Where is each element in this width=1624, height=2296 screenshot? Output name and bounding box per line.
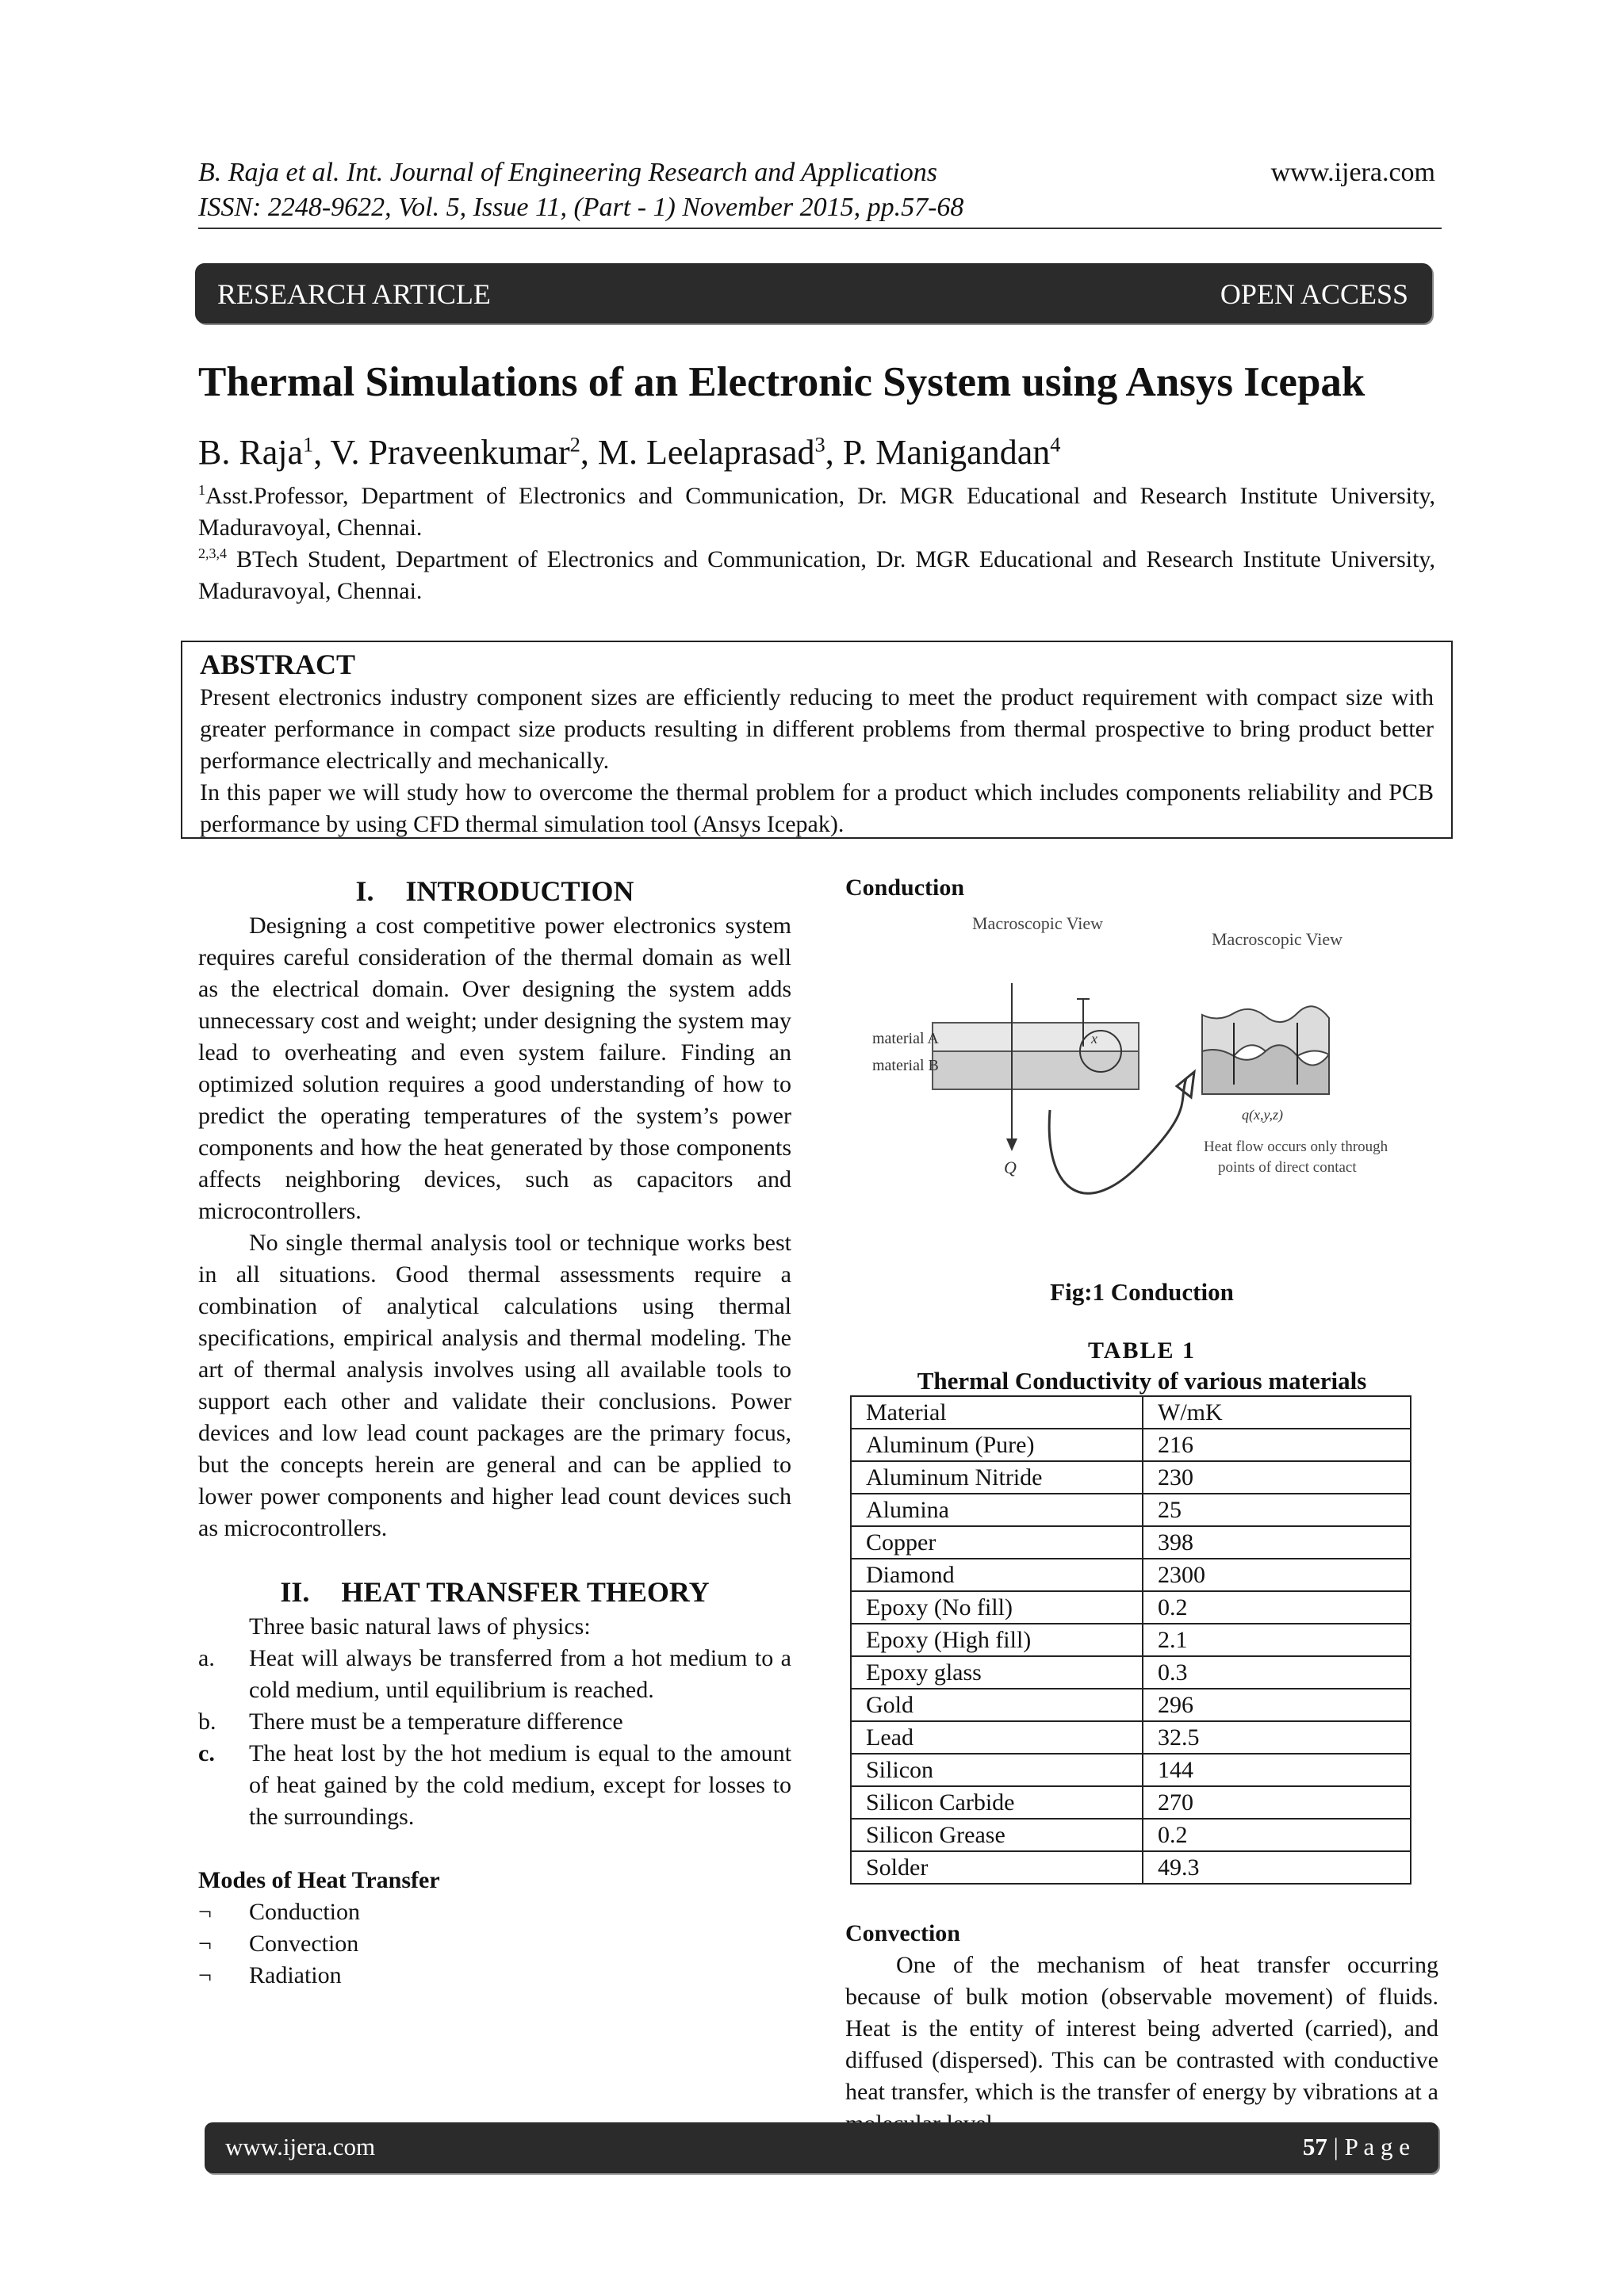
table-row	[851, 1396, 1411, 1429]
table-row	[851, 1851, 1411, 1884]
material-cell: Lead	[851, 1721, 1143, 1754]
running-header	[198, 155, 1435, 225]
q-label: Q	[1004, 1158, 1017, 1177]
table-row	[851, 1559, 1411, 1591]
material-cell: Aluminum (Pure)	[851, 1429, 1143, 1461]
x-label: x	[1091, 1031, 1097, 1047]
table-row	[851, 1624, 1411, 1656]
author-list: B. Raja$^1$, V. Praveenkumar$^2$, M. Leelaprasad$^3$, P. Manigandan$^4$	[198, 432, 1061, 472]
conductivity-cell: 0.2	[1143, 1591, 1411, 1624]
author-affiliation-mark: 2	[569, 432, 580, 457]
list-item: ¬ Radiation	[198, 1962, 342, 1988]
list-item: a. Heat will always be transferred from a hot medium to a cold medium, until equilibrium is reached.	[198, 1645, 791, 1703]
arrow-head	[1006, 1138, 1017, 1151]
affiliation-2: $^{2,3,4}$ BTech Student, Department of Electronics and Communication, Dr. MGR Educational and Research Institute University, Maduravoyal, Chennai.	[198, 545, 1435, 604]
table-row	[851, 1429, 1411, 1461]
material-cell: Silicon	[851, 1754, 1143, 1786]
material-cell: Epoxy glass	[851, 1656, 1143, 1689]
material-b-label: material B	[872, 1057, 939, 1074]
material-cell: Copper	[851, 1526, 1143, 1559]
conductivity-cell: W/mK	[1143, 1396, 1411, 1429]
conductivity-cell: 296	[1143, 1689, 1411, 1721]
paper-title: Thermal Simulations of an Electronic System using Ansys Icepak	[198, 359, 1365, 405]
conductivity-cell: 0.3	[1143, 1656, 1411, 1689]
abstract-paragraph: Present electronics industry component sizes are efficiently reducing to meet the product requirement with compact size with greater performance in compact size products resulting in different problems from thermal prospective to bring product better performance electrically and mechanically.	[200, 684, 1434, 774]
section-heading-heat-transfer: II. HEAT TRANSFER THEORY	[280, 1576, 710, 1608]
conductivity-cell: 49.3	[1143, 1851, 1411, 1884]
research-article-label: RESEARCH ARTICLE	[217, 278, 491, 310]
author-name: M. Leelaprasad	[597, 433, 815, 472]
conductivity-cell: 25	[1143, 1494, 1411, 1526]
material-a-label: material A	[872, 1030, 939, 1047]
table-row	[851, 1786, 1411, 1819]
affiliation-1: $^1$Asst.Professor, Department of Electronics and Communication, Dr. MGR Educational and Research Institute University, Maduravoyal, Chennai.	[198, 482, 1435, 541]
author-name: B. Raja	[198, 433, 303, 472]
abstract-paragraph: In this paper we will study how to overcome the thermal problem for a product which includes components reliability and PCB performance by using CFD thermal simulation tool (Ansys Icepak).	[200, 779, 1434, 837]
convection-heading: Convection	[845, 1920, 960, 1946]
table-title: Thermal Conductivity of various materials	[917, 1367, 1367, 1395]
material-cell: Material	[851, 1396, 1143, 1429]
material-cell: Gold	[851, 1689, 1143, 1721]
table-row	[851, 1526, 1411, 1559]
intro-paragraph: Designing a cost competitive power electronics system requires careful consideration of the thermal domain as well as the electrical domain. Over designing the system adds unnecessary cost and weight; under designing the system may lead to overheating and even system failure. Finding an optimized solution requires a good understanding of how to predict the operating temperatures of the system’s power components and how the heat generated by those components affects neighboring devices, such as capacitors and microcontrollers.	[198, 913, 791, 1224]
author-affiliation-mark: 4	[1050, 432, 1061, 457]
macroscopic-view-label: Macroscopic View	[972, 913, 1104, 933]
conductivity-cell: 32.5	[1143, 1721, 1411, 1754]
table-row	[851, 1494, 1411, 1526]
material-a-layer	[933, 1023, 1139, 1051]
intro-paragraph: No single thermal analysis tool or technique works best in all situations. Good thermal assessments require a combination of analytical calculations using thermal specifications, empirical analysis and thermal modeling. The art of thermal analysis involves using all available tools to support each other and validate their conclusions. Power devices and low lead count packages are the primary focus, but the concepts herein are general and can be applied to lower power components and higher lead count devices such as microcontrollers.	[198, 1230, 791, 1541]
author-affiliation-mark: 1	[302, 432, 314, 457]
material-cell: Silicon Carbide	[851, 1786, 1143, 1819]
author-name: P. Manigandan	[842, 433, 1051, 472]
conductivity-cell: 2.1	[1143, 1624, 1411, 1656]
section-heading-introduction: I. INTRODUCTION	[355, 875, 634, 907]
abstract-heading: ABSTRACT	[200, 649, 356, 680]
journal-website[interactable]: www.ijera.com	[1270, 158, 1435, 187]
conductivity-cell: 270	[1143, 1786, 1411, 1819]
material-cell: Diamond	[851, 1559, 1143, 1591]
header-rule	[198, 228, 1442, 229]
list-item: c. The heat lost by the hot medium is equal to the amount of heat gained by the cold medium, except for losses to the surroundings.	[198, 1740, 791, 1830]
table-row	[851, 1754, 1411, 1786]
contact-note-line1: Heat flow occurs only through	[1204, 1138, 1388, 1155]
article-type-banner	[195, 263, 1432, 323]
conductivity-cell: 0.2	[1143, 1819, 1411, 1851]
thermal-conductivity-table	[850, 1395, 1411, 1885]
conductivity-cell: 144	[1143, 1754, 1411, 1786]
open-access-label: OPEN ACCESS	[1220, 278, 1408, 310]
conduction-diagram	[845, 904, 1438, 1276]
list-item: ¬ Convection	[198, 1931, 359, 1957]
footer-website[interactable]: www.ijera.com	[225, 2133, 376, 2160]
contact-note-line2: points of direct contact	[1218, 1159, 1357, 1176]
material-cell: Silicon Grease	[851, 1819, 1143, 1851]
material-cell: Solder	[851, 1851, 1143, 1884]
page-number: 57 | P a g e	[1302, 2133, 1410, 2160]
material-cell: Aluminum Nitride	[851, 1461, 1143, 1494]
zoom-arrow	[1049, 1078, 1186, 1193]
macroscopic-view-label: Macroscopic View	[1212, 929, 1343, 949]
q-function-label: q(x,y,z)	[1242, 1107, 1283, 1123]
list-item: ¬ Conduction	[198, 1899, 360, 1925]
material-cell: Epoxy (High fill)	[851, 1624, 1143, 1656]
conductivity-cell: 2300	[1143, 1559, 1411, 1591]
convection-paragraph: One of the mechanism of heat transfer occurring because of bulk motion (observable movement) of fluids. Heat is the entity of interest being adverted (carried), and diffused (dispersed). This can be contrasted with conductive heat transfer, which is the transfer of energy by vibrations at a	[845, 1952, 1438, 2105]
footer-bar	[205, 2122, 1438, 2173]
material-cell: Alumina	[851, 1494, 1143, 1526]
issn-line: ISSN: 2248-9622, Vol. 5, Issue 11, (Part - 1) November 2015, pp.57-68	[198, 193, 964, 222]
heat-lead-text: Three basic natural laws of physics:	[249, 1613, 591, 1640]
conduction-heading: Conduction	[845, 874, 965, 901]
table-row	[851, 1819, 1411, 1851]
right-column	[845, 872, 1438, 2140]
contact-surface-bottom	[1202, 1045, 1329, 1094]
author-affiliation-mark: 3	[814, 432, 825, 457]
conductivity-cell: 398	[1143, 1526, 1411, 1559]
figure-caption: Fig:1 Conduction	[1050, 1278, 1234, 1306]
material-cell: Epoxy (No fill)	[851, 1591, 1143, 1624]
left-column	[198, 872, 791, 1992]
author-name: V. Praveenkumar	[330, 433, 570, 472]
abstract-box	[181, 641, 1453, 839]
affiliations	[198, 480, 1435, 607]
list-item: b. There must be a temperature difference	[198, 1709, 623, 1735]
conductivity-cell: 230	[1143, 1461, 1411, 1494]
table-row	[851, 1591, 1411, 1624]
conductivity-cell: 216	[1143, 1429, 1411, 1461]
journal-citation: B. Raja et al. Int. Journal of Engineering Research and Applications	[198, 158, 938, 187]
conduction-figure	[845, 904, 1438, 1276]
table-row	[851, 1461, 1411, 1494]
table-row	[851, 1656, 1411, 1689]
table-row	[851, 1721, 1411, 1754]
table-label: TABLE 1	[1088, 1337, 1196, 1364]
modes-heading: Modes of Heat Transfer	[198, 1867, 440, 1893]
table-row	[851, 1689, 1411, 1721]
